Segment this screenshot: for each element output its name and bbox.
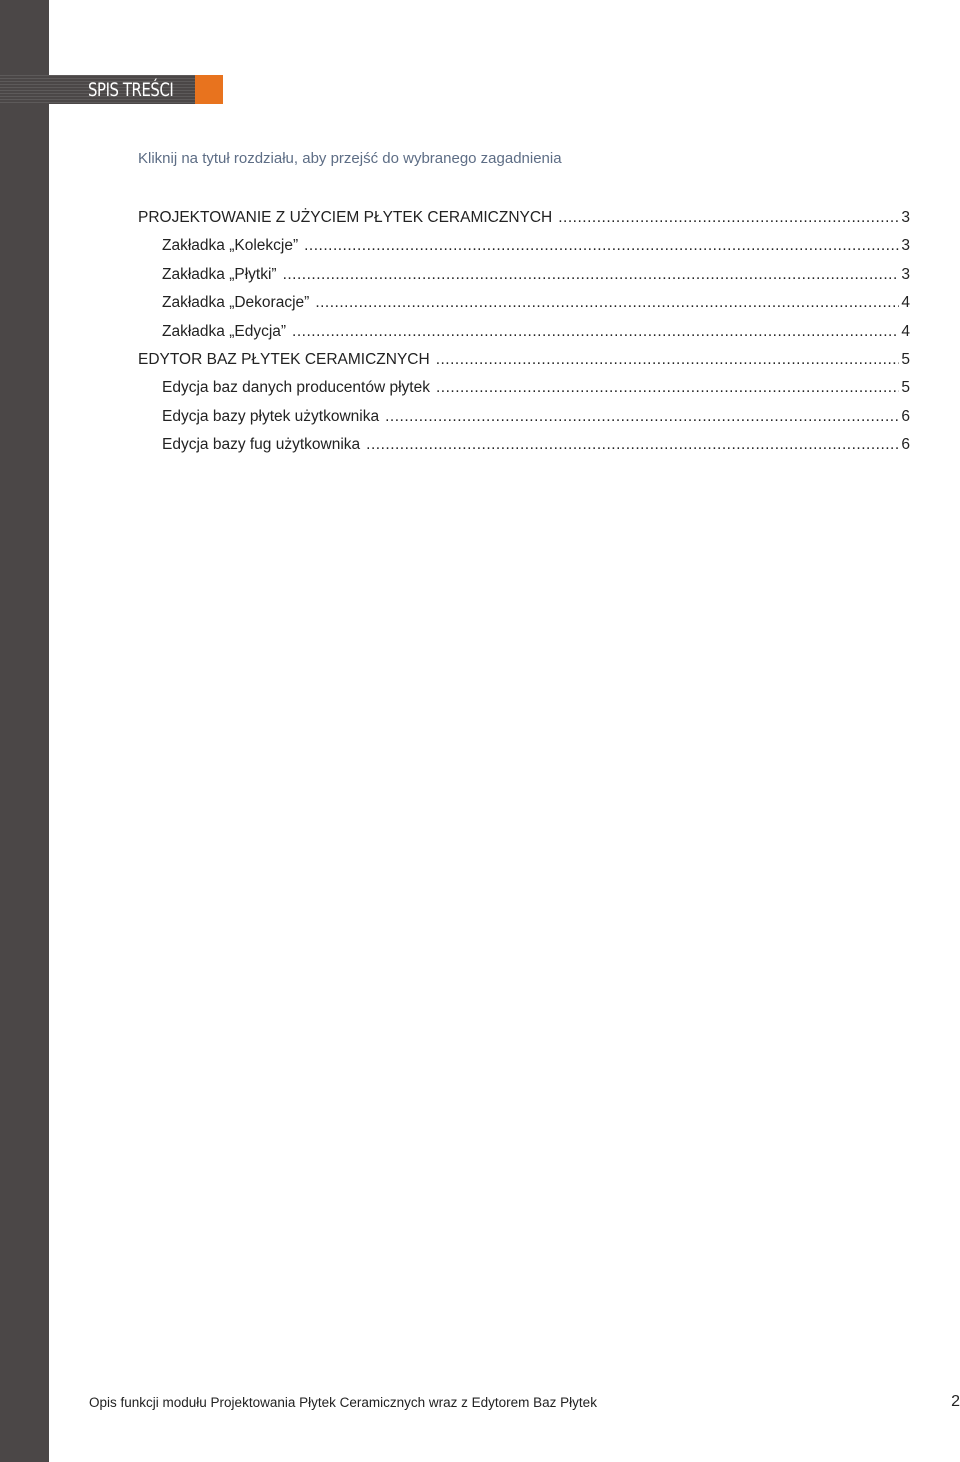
- toc-entry-page: 3: [901, 265, 910, 283]
- toc-leader-dots: [558, 204, 899, 232]
- sidebar-stripe: [0, 0, 49, 1462]
- toc-entry-baza-plytek-uzytkownika[interactable]: [138, 403, 910, 431]
- toc-entry-label: EDYTOR BAZ PŁYTEK CERAMICZNYCH: [138, 350, 430, 368]
- toc-entry-page: 3: [901, 237, 910, 255]
- toc-entry-label: Edycja bazy fug użytkownika: [162, 436, 361, 454]
- toc-entry-page: 5: [901, 379, 910, 397]
- toc-entry-page: 4: [901, 322, 910, 340]
- toc-entry-page: 4: [901, 294, 910, 312]
- toc-entry-kolekcje[interactable]: [138, 232, 910, 260]
- toc-leader-dots: [436, 374, 899, 402]
- footer-document-title: Opis funkcji modułu Projektowania Płytek Ceramicznych wraz z Edytorem Baz Płytek: [89, 1395, 597, 1410]
- toc-leader-dots: [315, 289, 899, 317]
- toc-entry-label: Zakładka „Dekoracje”: [162, 294, 310, 312]
- section-title: SPIS TREŚCI: [88, 79, 174, 101]
- toc-entry-plytki[interactable]: [138, 261, 910, 289]
- toc-leader-dots: [304, 232, 899, 260]
- toc-entry-projektowanie[interactable]: [138, 204, 910, 232]
- toc-leader-dots: [436, 346, 900, 374]
- toc-entry-dekoracje[interactable]: [138, 289, 910, 317]
- toc-leader-dots: [292, 318, 899, 346]
- toc-entry-label: Zakładka „Edycja”: [162, 322, 287, 340]
- toc-entry-page: 6: [901, 436, 910, 454]
- toc-entry-page: 3: [901, 209, 910, 226]
- toc-entry-page: 5: [901, 350, 910, 368]
- toc-entry-bazy-producentow[interactable]: [138, 374, 910, 402]
- header-accent-block: [195, 75, 223, 104]
- toc-entry-baza-fug-uzytkownika[interactable]: [138, 431, 910, 459]
- table-of-contents: [138, 204, 910, 460]
- toc-entry-page: 6: [901, 407, 910, 425]
- toc-entry-label: Zakładka „Płytki”: [162, 265, 277, 283]
- toc-leader-dots: [366, 431, 899, 459]
- footer-page-number: 2: [951, 1393, 960, 1410]
- toc-leader-dots: [385, 403, 899, 431]
- toc-entry-label: PROJEKTOWANIE Z UŻYCIEM PŁYTEK CERAMICZNYCH: [138, 209, 553, 226]
- toc-entry-label: Zakładka „Kolekcje”: [162, 237, 299, 255]
- toc-entry-edytor-baz[interactable]: [138, 346, 910, 374]
- toc-entry-edycja[interactable]: [138, 318, 910, 346]
- toc-entry-label: Edycja baz danych producentów płytek: [162, 379, 430, 397]
- toc-entry-label: Edycja bazy płytek użytkownika: [162, 407, 380, 425]
- toc-leader-dots: [283, 261, 900, 289]
- toc-instruction: Kliknij na tytuł rozdziału, aby przejść do wybranego zagadnienia: [138, 150, 562, 167]
